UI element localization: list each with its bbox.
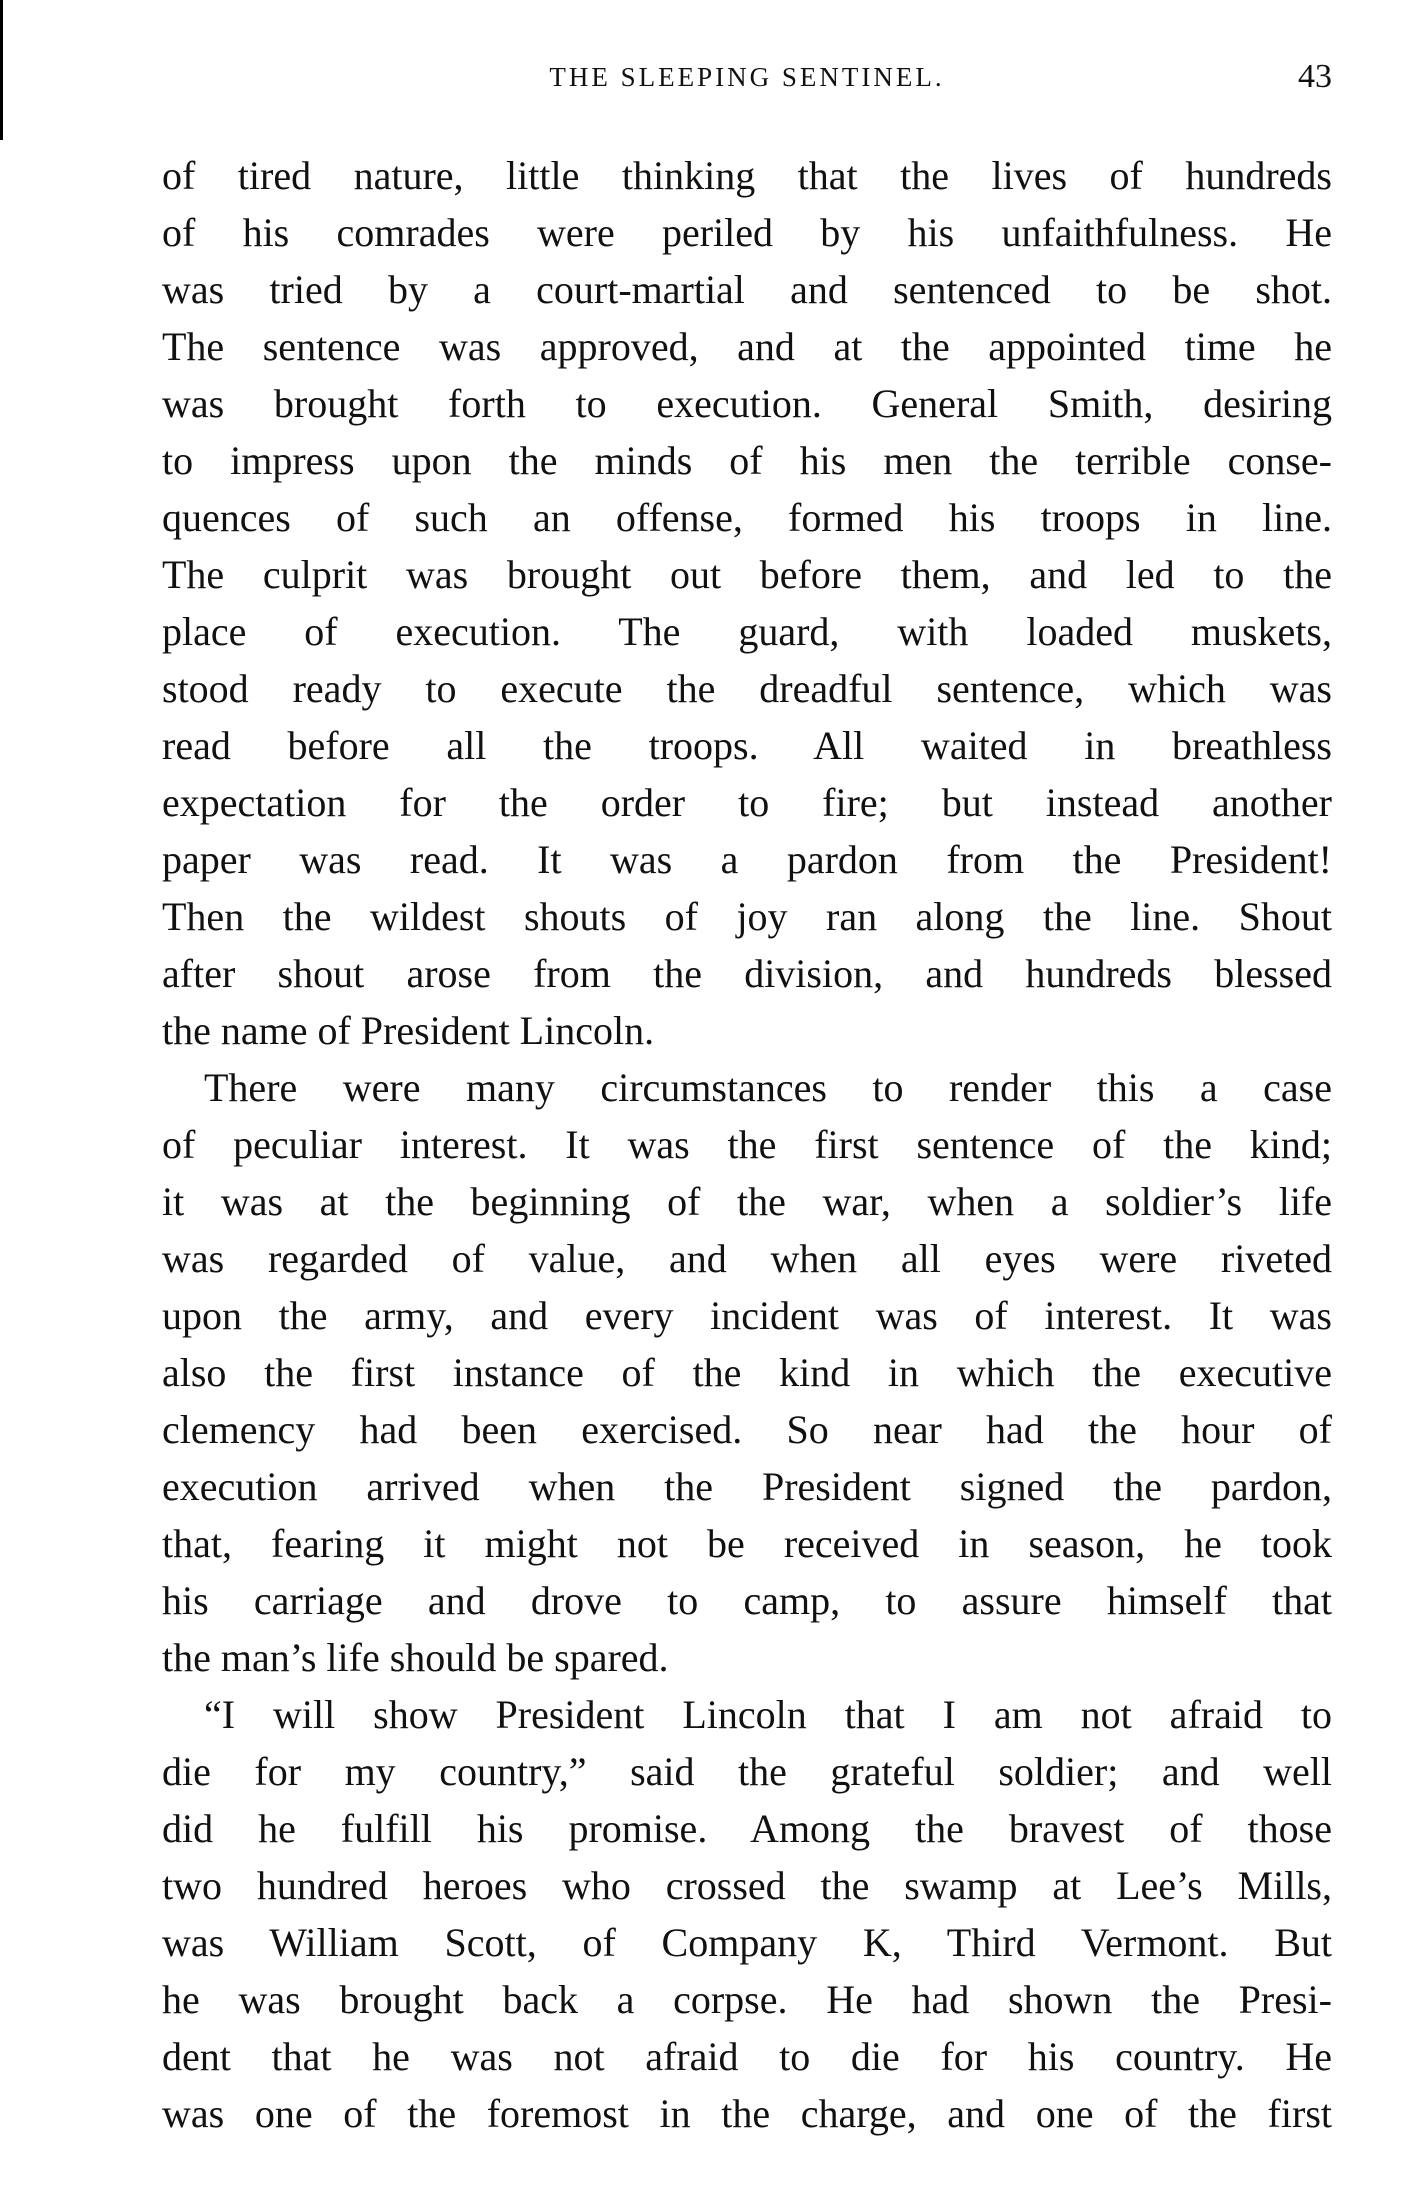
text-line: The culprit was brought out before them, and led to the bbox=[162, 552, 1332, 597]
text-line: the man’s life should be spared. bbox=[162, 1635, 669, 1680]
text-line: of peculiar interest. It was the first sentence of the kind; bbox=[162, 1122, 1332, 1167]
text-line: his carriage and drove to camp, to assure himself that bbox=[162, 1578, 1332, 1623]
body-text bbox=[162, 147, 1332, 2142]
text-line: of tired nature, little thinking that the lives of hundreds bbox=[162, 153, 1332, 198]
text-line: The sentence was approved, and at the appointed time he bbox=[162, 324, 1332, 369]
text-line: also the first instance of the kind in which the executive bbox=[162, 1350, 1332, 1395]
text-line: die for my country,” said the grateful soldier; and well bbox=[162, 1749, 1332, 1794]
text-line: stood ready to execute the dreadful sentence, which was bbox=[162, 666, 1332, 711]
text-line: execution arrived when the President signed the pardon, bbox=[162, 1464, 1332, 1509]
page-edge-mark bbox=[0, 0, 3, 140]
text-line: was tried by a court-martial and sentenced to be shot. bbox=[162, 267, 1332, 312]
text-line: paper was read. It was a pardon from the President! bbox=[162, 837, 1332, 882]
text-line: Then the wildest shouts of joy ran along the line. Shout bbox=[162, 894, 1332, 939]
text-line: the name of President Lincoln. bbox=[162, 1008, 655, 1053]
text-line: place of execution. The guard, with loaded muskets, bbox=[162, 609, 1332, 654]
text-line: did he fulfill his promise. Among the bravest of those bbox=[162, 1806, 1332, 1851]
text-line: two hundred heroes who crossed the swamp at Lee’s Mills, bbox=[162, 1863, 1332, 1908]
text-line: was brought forth to execution. General Smith, desiring bbox=[162, 381, 1332, 426]
text-line: dent that he was not afraid to die for his country. He bbox=[162, 2034, 1332, 2079]
text-line: was one of the foremost in the charge, and one of the first bbox=[162, 2091, 1332, 2136]
text-line: after shout arose from the division, and hundreds blessed bbox=[162, 951, 1332, 996]
text-line: quences of such an offense, formed his troops in line. bbox=[162, 495, 1332, 540]
text-line: he was brought back a corpse. He had shown the Presi- bbox=[162, 1977, 1332, 2022]
text-line: that, fearing it might not be received in season, he took bbox=[162, 1521, 1332, 1566]
text-line: There were many circumstances to render this a case bbox=[204, 1065, 1332, 1110]
running-title: THE SLEEPING SENTINEL. bbox=[549, 62, 945, 92]
text-line: read before all the troops. All waited in breathless bbox=[162, 723, 1332, 768]
page-number: 43 bbox=[1298, 58, 1332, 95]
text-line: to impress upon the minds of his men the terrible conse- bbox=[162, 438, 1332, 483]
text-line: clemency had been exercised. So near had the hour of bbox=[162, 1407, 1332, 1452]
page-header bbox=[162, 58, 1332, 106]
text-line: it was at the beginning of the war, when a soldier’s life bbox=[162, 1179, 1332, 1224]
text-line: expectation for the order to fire; but instead another bbox=[162, 780, 1332, 825]
text-line: upon the army, and every incident was of interest. It was bbox=[162, 1293, 1332, 1338]
text-line: was William Scott, of Company K, Third Vermont. But bbox=[162, 1920, 1332, 1965]
text-line: was regarded of value, and when all eyes were riveted bbox=[162, 1236, 1332, 1281]
text-line: “I will show President Lincoln that I am not afraid to bbox=[204, 1692, 1332, 1737]
text-line: of his comrades were periled by his unfaithfulness. He bbox=[162, 210, 1332, 255]
